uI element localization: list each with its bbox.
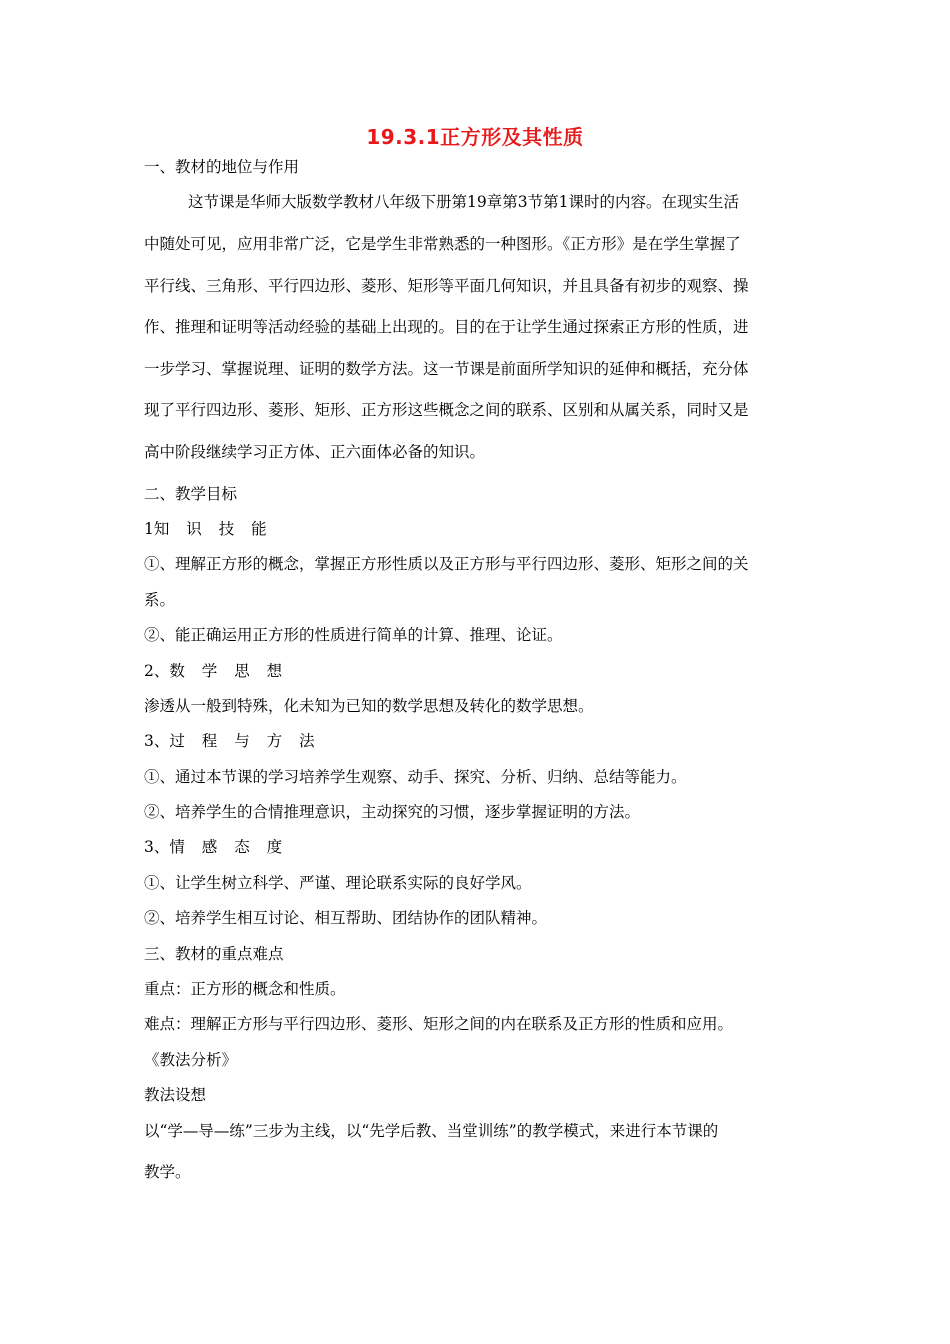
goal-item: ②、培养学生的合情推理意识，主动探究的习惯，逐步掌握证明的方法。 [144, 803, 641, 822]
goal-item: ②、培养学生相互讨论、相互帮助、团结协作的团队精神。 [144, 909, 548, 928]
document-title: 19.3.1正方形及其性质 [366, 125, 584, 149]
paragraph-line: 高中阶段继续学习正方体、正六面体必备的知识。 [144, 442, 486, 461]
goal-heading-attitude: 3、情 感 态 度 [144, 838, 283, 857]
method-text-line: 教学。 [144, 1163, 191, 1182]
section1-paragraph [144, 190, 800, 481]
goal-item: ①、理解正方形的概念，掌握正方形性质以及正方形与平行四边形、菱形、矩形之间的关 [144, 555, 749, 574]
goal-item: ②、能正确运用正方形的性质进行简单的计算、推理、论证。 [144, 626, 563, 645]
goal-heading-process: 3、过 程 与 方 法 [144, 732, 315, 751]
paragraph-line: 这节课是华师大版数学教材八年级下册第19章第3节第1课时的内容。在现实生活 [188, 193, 739, 212]
paragraph-line: 平行线、三角形、平行四边形、菱形、矩形等平面几何知识，并且具备有初步的观察、操 [144, 276, 749, 295]
method-subtitle: 教法设想 [144, 1086, 207, 1105]
method-title: 《教法分析》 [144, 1050, 238, 1069]
paragraph-line: 现了平行四边形、菱形、矩形、正方形这些概念之间的联系、区别和从属关系，同时又是 [144, 401, 749, 420]
key-point-text: 重点：正方形的概念和性质。 [144, 980, 346, 999]
paragraph-line: 中随处可见，应用非常广泛，它是学生非常熟悉的一种图形。《正方形》是在学生掌握了 [144, 234, 741, 253]
goal-item: ①、让学生树立科学、严谨、理论联系实际的良好学风。 [144, 873, 532, 892]
paragraph-line: 作、推理和证明等活动经验的基础上出现的。目的在于让学生通过探索正方形的性质，进 [144, 318, 749, 337]
paragraph-line: 一步学习、掌握说理、证明的数学方法。这一节课是前面所学知识的延伸和概括，充分体 [144, 359, 749, 378]
goal-item-continuation: 系。 [144, 590, 176, 609]
method-text-line: 以“学—导—练”三步为主线，以“先学后教、当堂训练”的教学模式，来进行本节课的 [144, 1121, 719, 1140]
goal-item: ①、通过本节课的学习培养学生观察、动手、探究、分析、归纳、总结等能力。 [144, 767, 687, 786]
document-body [144, 155, 800, 1196]
section-heading-key-points: 三、教材的重点难点 [144, 944, 284, 963]
section-heading-goals: 二、教学目标 [144, 484, 238, 503]
goal-heading-thinking: 2、数 学 思 想 [144, 661, 283, 680]
section-heading-position: 一、教材的地位与作用 [144, 158, 300, 176]
goal-heading-knowledge: 1知 识 技 能 [144, 519, 267, 538]
goal-text: 渗透从一般到特殊，化未知为已知的数学思想及转化的数学思想。 [144, 696, 594, 715]
difficult-point-text: 难点：理解正方形与平行四边形、菱形、矩形之间的内在联系及正方形的性质和应用。 [144, 1015, 734, 1034]
